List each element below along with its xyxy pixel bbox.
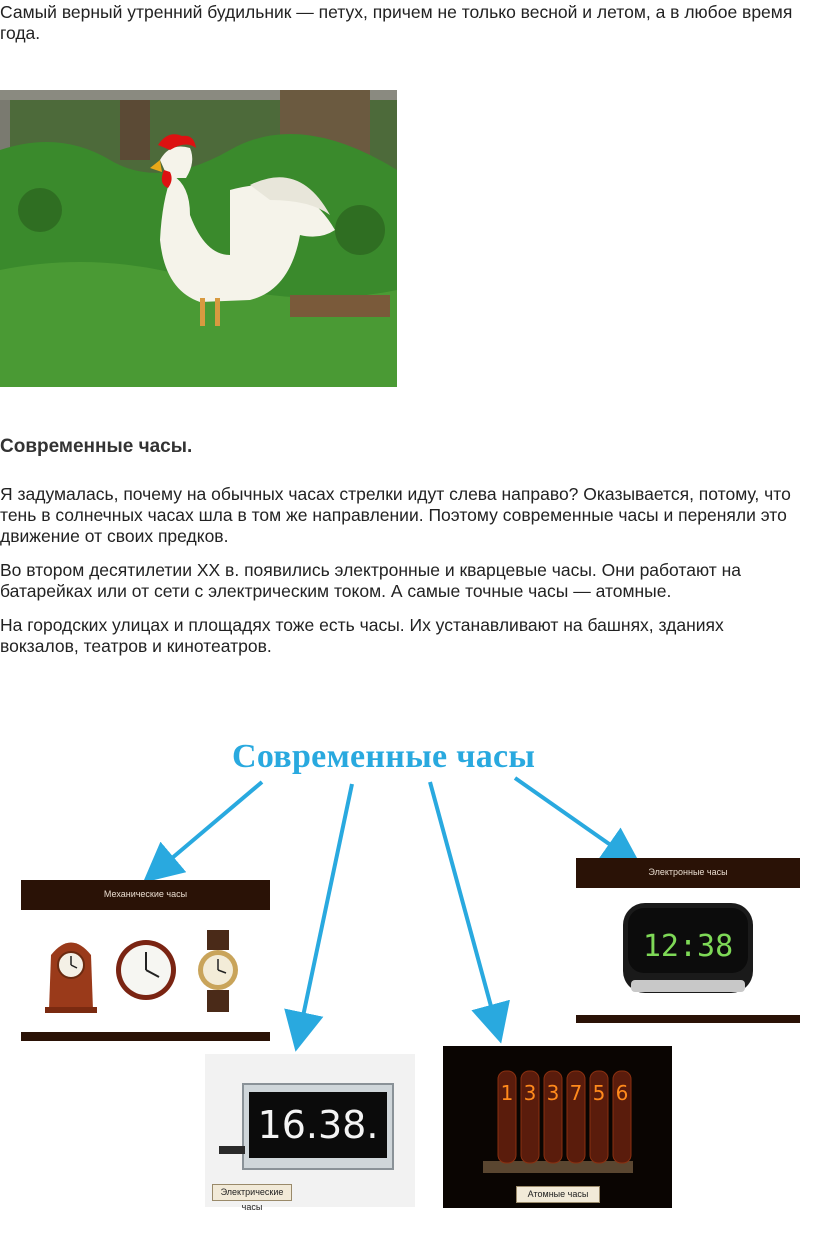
nixie-digit: 5 bbox=[592, 1081, 606, 1105]
electric-clock-panel bbox=[205, 1054, 415, 1212]
nixie-digit: 3 bbox=[523, 1081, 537, 1105]
nixie-digit: 1 bbox=[500, 1081, 514, 1105]
mechanical-box-header bbox=[21, 880, 270, 910]
diagram-title: Современные часы bbox=[232, 738, 536, 775]
paragraph: Я задумалась, почему на обычных часах стрелки идут слева направо? Оказывается, потому, что тень в солнечных часах шла в том же направлении. Поэтому современные часы и переняли это движение от своих предков. bbox=[0, 484, 791, 546]
electronic-box-header bbox=[576, 858, 800, 888]
alarm-clock-display: 12:38 bbox=[642, 929, 734, 964]
mechanical-box-label: Механические часы bbox=[103, 889, 188, 899]
nixie-digit: 7 bbox=[569, 1081, 583, 1105]
paragraph: На городских улицах и площадях тоже есть часы. Их устанавливают на башнях, зданиях вокзалов, театров и кинотеатров. bbox=[0, 615, 724, 656]
nixie-digit: 6 bbox=[615, 1081, 629, 1105]
modern-clocks-diagram bbox=[0, 730, 816, 1230]
atomic-clock-panel bbox=[443, 1046, 672, 1208]
mechanical-clocks-image bbox=[21, 925, 270, 1020]
electric-clock-caption: Электрические часы bbox=[212, 1184, 292, 1201]
paragraph: Во втором десятилетии XX в. появились электронные и кварцевые часы. Они работают на батарейках или от сети с электрическим током. А самые точные часы — атомные. bbox=[0, 560, 741, 601]
alarm-clock-image bbox=[576, 898, 800, 1008]
atomic-clock-caption: Атомные часы bbox=[516, 1186, 600, 1203]
arrow-atomic bbox=[430, 782, 498, 1032]
section-heading: Современные часы. bbox=[0, 436, 193, 457]
electronic-box-label: Электронные часы bbox=[648, 867, 728, 877]
mechanical-box-footer bbox=[21, 1032, 270, 1041]
electronic-box-footer bbox=[576, 1015, 800, 1023]
nixie-digit: 3 bbox=[546, 1081, 560, 1105]
arrow-electronic bbox=[515, 778, 632, 860]
arrow-mechanical bbox=[152, 782, 262, 875]
arrow-electric bbox=[298, 784, 352, 1040]
led-clock-display: 16.38. bbox=[257, 1103, 379, 1147]
rooster-photo bbox=[0, 90, 397, 387]
nixie-clock-image bbox=[443, 1046, 672, 1208]
intro-paragraph: Самый верный утренний будильник — петух, причем не только весной и летом, а в любое время года. bbox=[0, 2, 793, 43]
